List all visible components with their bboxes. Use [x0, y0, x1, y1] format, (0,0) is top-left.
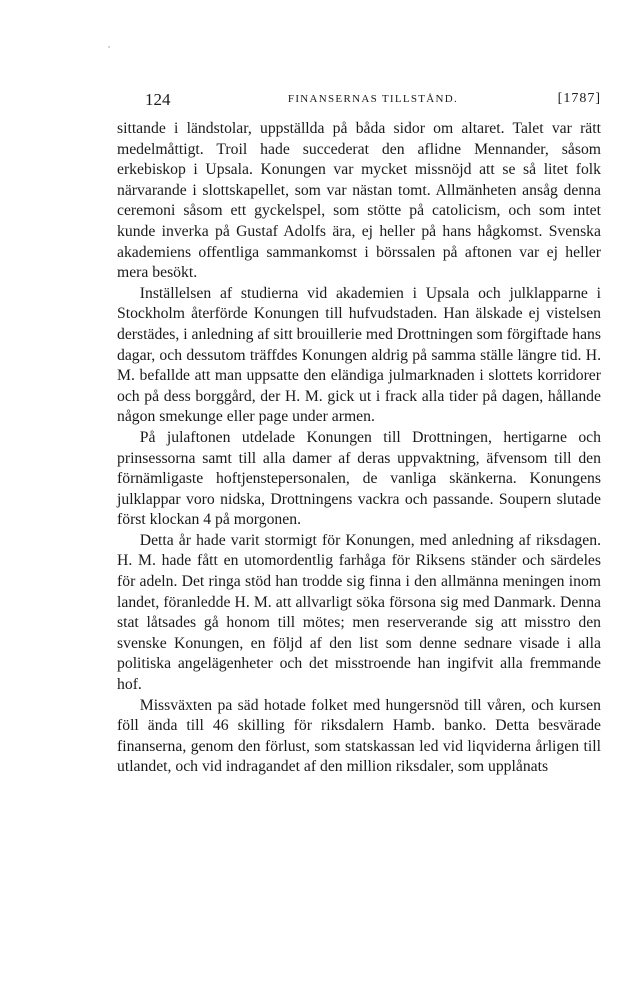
paragraph-5: Missväxten pa säd hotade folket med hungersnöd till våren, och kursen föll ända till 46 skilling för riksdalern Hamb. banko. Detta besvärade finanserna, genom den förlust, som statskassan led vid liqviderna årligen till utlandet, och vid indragandet af den million riksdaler, som upplånats	[117, 696, 601, 776]
header-year: [1787]	[557, 91, 601, 106]
paragraph-2: Inställelsen af studierna vid akademien i Upsala och julklapparne i Stockholm återförde Konungen till hufvudstaden. Han älskade ej vistelsen derstädes, i anledning af sitt brouillerie med Drottningen som förgiftade hans dagar, och dessutom träffdes Konungen aldrig på samma ställe längre tid. H. M. befallde att man uppsatte den eländiga julmarknaden i slottets korridorer och på dess borggård, der H. M. gick ut i frack alla tider på dagen, hållande någon smekunge eller page under armen.	[117, 284, 601, 426]
paper-speck	[108, 46, 110, 48]
paragraph-1: sittande i ländstolar, uppställda på båda sidor om altaret. Talet var rätt medelmåttigt. Troil hade succederat den aflidne Mennander, såsom erkebiskop i Upsala. Konungen var mycket missnöjd att se så litet folk närvarande i slottskapellet, som var nästan tomt. Allmänheten ansåg denna ceremoni såsom ett gyckelspel, som stötte på catolicism, och som intet kunde inverka på Gustaf Adolfs ära, ej heller på hans hågkomst. Svenska akademiens offentliga sammankomst i börssalen på aftonen var ej heller mera besökt.	[117, 120, 601, 282]
page-number: 124	[145, 90, 171, 109]
running-title: FINANSERNAS TILLSTÅND.	[287, 93, 459, 105]
paragraph-3: På julaftonen utdelade Konungen till Drottningen, hertigarne och prinsessorna samt till alla damer af deras uppvaktning, äfvensom till den förnämligaste hoftjenstepersonalen, de vanliga skänkerna. Konungens julklappar voro nidska, Drottningens vackra och passande. Soupern slutade först klockan 4 på morgonen.	[117, 428, 601, 529]
paragraph-4: Detta år hade varit stormigt för Konungen, med anledning af riksdagen. H. M. hade fått en utomordentlig farhåga för Riksens ständer och särdeles för adeln. Det ringa stöd han trodde sig finna i den allmänna meningen inom landet, föranledde H. M. att allvarligt söka försona sig med Danmark. Denna stat låtsades gå honom till mötes; men reserverande sig att misstro den svenske Konungen, en följd af den list som denne sednare visade i alla politiska angelägenheter och det misstroende han ingifvit alla fremmande hof.	[117, 531, 601, 694]
page-header	[145, 90, 601, 112]
body-text	[117, 119, 601, 778]
